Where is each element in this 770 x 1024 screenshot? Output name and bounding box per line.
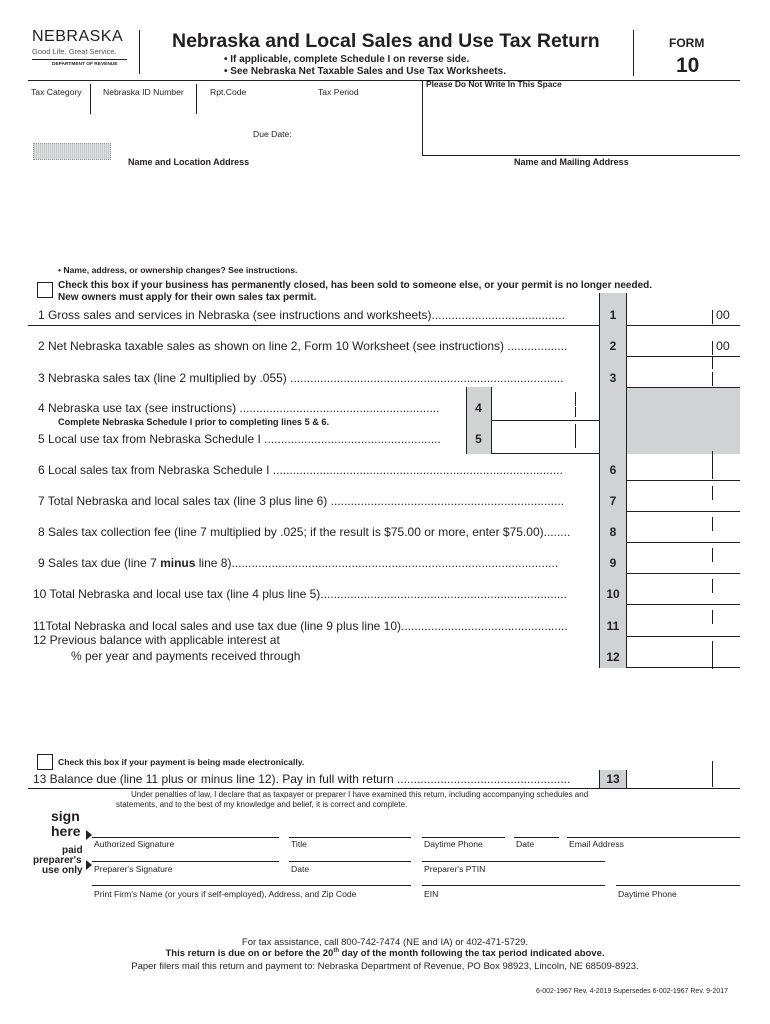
logo-tagline: Good Life. Great Service. (32, 47, 117, 56)
ownership-changes-note: • Name, address, or ownership changes? See instructions. (58, 265, 298, 275)
do-not-write-label: Please Do Not Write In This Space (426, 79, 562, 89)
authorized-signature-field[interactable]: Authorized Signature (94, 839, 175, 849)
line-1-cents: 00 (716, 308, 730, 322)
preparers-signature-field[interactable]: Preparer's Signature (94, 864, 173, 874)
tax-period-label: Tax Period (318, 87, 359, 97)
preparer-ptin-field[interactable]: Preparer's PTIN (424, 864, 486, 874)
form-title: Nebraska and Local Sales and Use Tax Return (172, 30, 600, 52)
line-11-text: 11Total Nebraska and local sales and use tax due (line 9 plus line 10).................................................. (33, 619, 568, 633)
line-5-number: 5 (475, 432, 482, 446)
line-10-text: 10 Total Nebraska and local use tax (line 4 plus line 5).......................................................................... (33, 587, 567, 601)
line-7-number: 7 (609, 494, 617, 508)
here-label: here (51, 823, 81, 839)
logo-wordmark: NEBRASKA (32, 28, 124, 45)
line-9-number: 9 (609, 556, 617, 570)
business-closed-text: Check this box if your business has permanently closed, has been sold to someone else, or your permit is no longer needed. (58, 280, 653, 291)
due-date-label: Due Date: (253, 129, 292, 139)
firm-daytime-phone-field[interactable]: Daytime Phone (618, 889, 677, 899)
header-bullet-schedule: • If applicable, complete Schedule I on reverse side. (224, 54, 470, 65)
line-3-text: 3 Nebraska sales tax (line 2 multiplied by .055) .................................................................................. (38, 371, 564, 385)
penalty-statement-2: statements, and to the best of my knowledge and belief, it is correct and complete. (116, 800, 408, 809)
due-date-text: This return is due on or before the 20th day of the month following the tax period indicated above. (165, 948, 605, 960)
line-6-text: 6 Local sales tax from Nebraska Schedule I ....................................................................................... (38, 463, 563, 477)
line-13-text: 13 Balance due (line 11 plus or minus line 12). Pay in full with return .................................................... (33, 772, 571, 786)
use-only-label: use only (42, 865, 83, 876)
line-12-text: 12 Previous balance with applicable interest at (33, 633, 280, 647)
line-4-number: 4 (475, 401, 482, 415)
tax-assistance-text: For tax assistance, call 800-742-7474 (NE and IA) or 402-471-5729. (241, 937, 529, 948)
line-11-number: 11 (606, 619, 620, 633)
line-2-number: 2 (609, 339, 617, 353)
electronic-payment-checkbox[interactable] (37, 754, 53, 770)
line-5-text: 5 Local use tax from Nebraska Schedule I ..................................................... (38, 432, 441, 446)
mailing-instructions: Paper filers mail this return and payment to: Nebraska Department of Revenue, PO Box 98923, Lincoln, NE 68509-8923. (131, 961, 639, 972)
penalty-statement-1: Under penalties of law, I declare that as taxpayer or preparer I have examined this return, including accompanying schedules and (131, 790, 589, 799)
line-3-number: 3 (609, 371, 617, 385)
line-6-number: 6 (609, 463, 617, 477)
logo-department: DEPARTMENT OF REVENUE (52, 62, 118, 67)
title-field[interactable]: Title (291, 839, 307, 849)
tax-category-label: Tax Category (31, 87, 82, 97)
form-number: 10 (676, 54, 700, 77)
sign-label: sign (51, 808, 80, 824)
email-field[interactable]: Email Address (569, 839, 624, 849)
logo (32, 28, 132, 67)
line-2-cents: 00 (716, 339, 730, 353)
header-bullet-worksheets: • See Nebraska Net Taxable Sales and Use Tax Worksheets. (224, 66, 506, 77)
line-1-number: 1 (609, 308, 617, 322)
daytime-phone-field[interactable]: Daytime Phone (424, 839, 483, 849)
revision-text: 6-002-1967 Rev. 4-2019 Supersedes 6-002-1967 Rev. 9-2017 (536, 988, 728, 995)
preparers-label: preparer's (33, 855, 82, 866)
line-8-text: 8 Sales tax collection fee (line 7 multiplied by .025; if the result is $75.00 or more, enter $75.00)........ (38, 525, 571, 539)
paid-label: paid (62, 845, 83, 856)
new-owners-text: New owners must apply for their own sales tax permit. (58, 292, 317, 303)
name-location-label: Name and Location Address (128, 157, 250, 167)
rpt-code-label: Rpt.Code (210, 87, 247, 97)
ein-field[interactable]: EIN (424, 889, 439, 899)
line-9-text: 9 Sales tax due (line 7 minus line 8).................................................................................................. (38, 556, 559, 570)
line-1-text: 1 Gross sales and services in Nebraska (see instructions and worksheets)........................................ (38, 308, 565, 322)
date-field[interactable]: Date (516, 839, 535, 849)
sign-arrow-icon (86, 830, 92, 840)
preparer-date-field[interactable]: Date (291, 864, 310, 874)
firm-name-field[interactable]: Print Firm's Name (or yours if self-employed), Address, and Zip Code (94, 889, 357, 899)
line-8-number: 8 (609, 525, 617, 539)
line-7-text: 7 Total Nebraska and local sales tax (line 3 plus line 6) ...................................................................... (38, 494, 564, 508)
form-label: FORM (669, 36, 705, 50)
nebraska-id-label: Nebraska ID Number (103, 87, 184, 97)
line-4-text: 4 Nebraska use tax (see instructions) ............................................................ (38, 401, 440, 415)
schedule-i-note: Complete Nebraska Schedule I prior to completing lines 5 & 6. (58, 417, 330, 427)
electronic-payment-text: Check this box if your payment is being made electronically. (58, 757, 305, 767)
business-closed-checkbox[interactable] (37, 282, 53, 298)
barcode-area (33, 143, 111, 160)
line-13-number: 13 (606, 772, 620, 786)
line-10-number: 10 (606, 587, 620, 601)
line-2-text: 2 Net Nebraska taxable sales as shown on line 2, Form 10 Worksheet (see instructions) .................. (38, 339, 568, 353)
line-12-text-rate: % per year and payments received through (71, 649, 301, 663)
name-mailing-label: Name and Mailing Address (514, 157, 629, 167)
line-12-number: 12 (606, 650, 620, 664)
